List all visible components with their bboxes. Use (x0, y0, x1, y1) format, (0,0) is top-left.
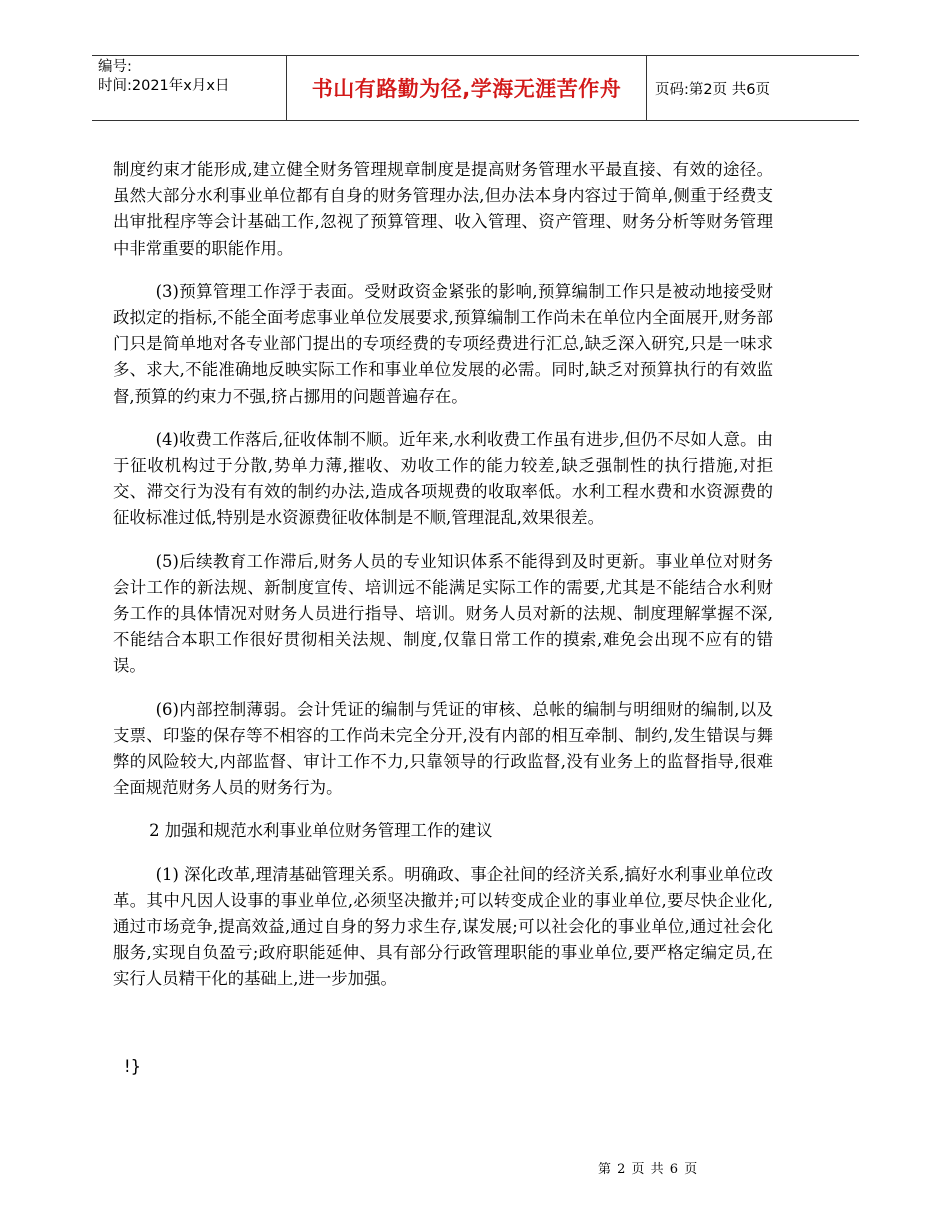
document-time: 时间:2021年x月x日 (98, 78, 230, 94)
paragraph-4: (5)后续教育工作滞后,财务人员的专业知识体系不能得到及时更新。事业单位对财务会计工作的新法规、新制度宣传、培训远不能满足实际工作的需要,尤其是不能结合水利财务工作的具体情况对财务人员进行指导、培训。财务人员对新的法规、制度理解掌握不深,不能结合本职工作很好贯彻相关法规、制度,仅靠日常工作的摸索,难免会出现不应有的错误。 (113, 551, 773, 676)
page-footer: 第 2 页 共 6 页 (598, 1162, 699, 1177)
paragraph-3: (4)收费工作落后,征收体制不顺。近年来,水利收费工作虽有进步,但仍不尽如人意。由于征收机构过于分散,势单力薄,摧收、劝收工作的能力较差,缺乏强制性的执行措施,对拒交、滞交行为没有有效的制约办法,造成各项规费的收取率低。水利工程水费和水资源费的征收标准过低,特别是水资源费征收体制是不顺,管理混乱,效果很差。 (113, 429, 773, 528)
paragraph-5: (6)内部控制薄弱。会计凭证的编制与凭证的审核、总帐的编制与明细财的编制,以及支票、印鉴的保存等不相容的工作尚未完全分开,没有内部的相互牵制、制约,发生错误与舞弊的风险较大,内部监督、审计工作不力,只靠领导的行政监督,没有业务上的监督指导,很难全面规范财务人员的财务行为。 (113, 699, 773, 798)
header-page-info: 页码:第2页 共6页 (655, 81, 770, 98)
section-heading: 2 加强和规范水利事业单位财务管理工作的建议 (149, 821, 493, 841)
page-header (92, 55, 859, 121)
paragraph-6: (1) 深化改革,理清基础管理关系。明确政、事企社间的经济关系,搞好水利事业单位改革。其中凡因人设事的事业单位,必须坚决撤并;可以转变成企业的事业单位,要尽快企业化,通过市场竞争,提高效益,通过自身的努力求生存,谋发展;可以社会化的事业单位,通过社会化服务,实现自负盈亏;政府职能延伸、具有部分行政管理职能的事业单位,要严格定编定员,在实行人员精干化的基础上,进一步加强。 (113, 864, 773, 989)
document-number-label: 编号: (98, 59, 132, 75)
header-motto: 书山有路勤为径,学海无涯苦作舟 (286, 56, 647, 120)
stray-mark: !} (124, 1057, 141, 1076)
paragraph-2: (3)预算管理工作浮于表面。受财政资金紧张的影响,预算编制工作只是被动地接受财政拟定的指标,不能全面考虑事业单位发展要求,预算编制工作尚未在单位内全面展开,财务部门只是简单地对各专业部门提出的专项经费的专项经费进行汇总,缺乏深入研究,只是一味求多、求大,不能准确地反映实际工作和事业单位发展的必需。同时,缺乏对预算执行的有效监督,预算的约束力不强,挤占挪用的问题普遍存在。 (113, 281, 773, 406)
paragraph-1: 制度约束才能形成,建立健全财务管理规章制度是提高财务管理水平最直接、有效的途径。虽然大部分水利事业单位都有自身的财务管理办法,但办法本身内容过于简单,侧重于经费支出审批程序等会计基础工作,忽视了预算管理、收入管理、资产管理、财务分析等财务管理中非常重要的职能作用。 (113, 160, 773, 258)
header-meta (92, 56, 286, 120)
document-body (113, 157, 773, 1010)
